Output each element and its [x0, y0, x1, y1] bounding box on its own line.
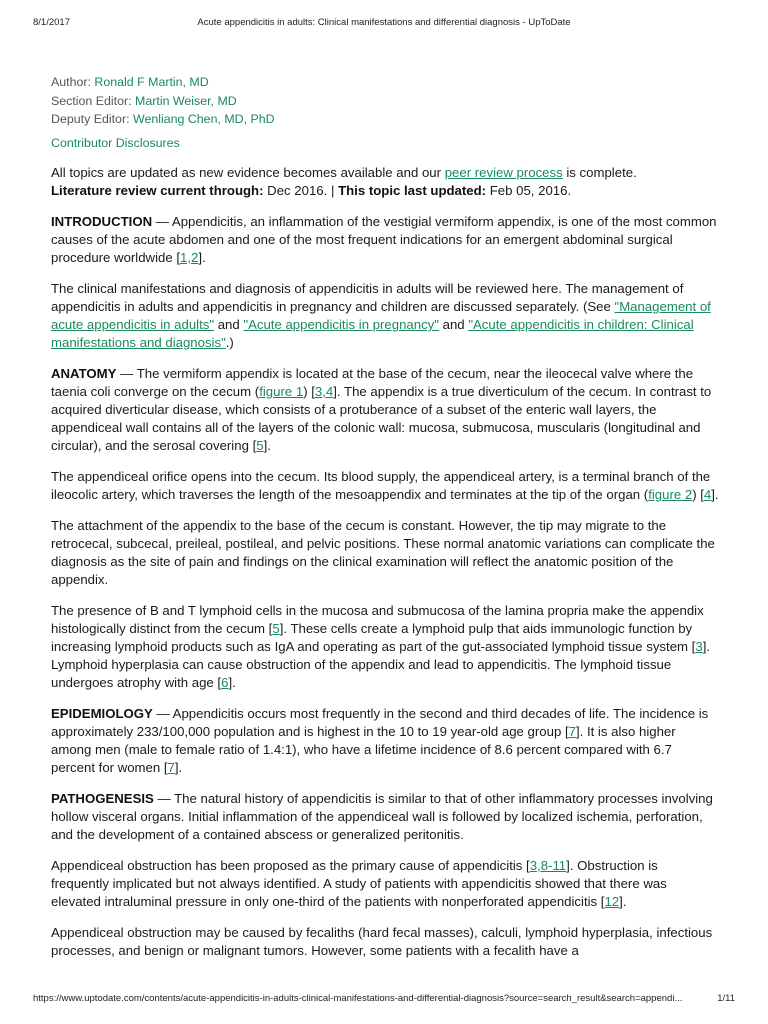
article-body	[51, 164, 719, 973]
paragraph-text: ]. It is also higher among men (male to female ratio of 1.4:1), who have a lifetime incidence of 8.6 percent compared with 6.7 percent for women [	[51, 724, 676, 775]
page-number: 1/11	[717, 993, 735, 1004]
reference-link[interactable]: 3,4	[314, 384, 334, 399]
anatomy-paragraph	[51, 365, 719, 455]
scope-paragraph	[51, 280, 719, 352]
section-editor-label: Section Editor:	[51, 93, 132, 108]
literature-review-value: Dec 2016. |	[263, 183, 339, 198]
reference-link[interactable]: 12	[604, 894, 620, 909]
paragraph-text: ]. Obstruction is frequently implicated but not always identified. A study of patients with appendicitis showed that there was elevated intraluminal pressure in only one-third of the patients with nonperforated appendicitis [	[51, 858, 667, 909]
literature-review-label: Literature review current through:	[51, 183, 264, 198]
paragraph-text: ]. The appendix is a true diverticulum of the cecum. In contrast to acquired diverticular disease, which consists of a protuberance of a subset of the enteric wall layers, the appendiceal wall contains all of the layers of the colonic wall: mucosa, submucosa, muscularis (longitudinal and circular), and the serosal covering [	[51, 384, 712, 453]
reference-link[interactable]: 3	[695, 639, 703, 654]
paragraph-text: ]. These cells create a lymphoid pulp that aids immunologic function by increasing lymphoid products such as IgA and operating as part of the gut-associated lymphoid tissue system [	[51, 621, 696, 654]
topic-link[interactable]: "Management of acute appendicitis in adults"	[51, 299, 711, 332]
section-heading: INTRODUCTION	[51, 214, 153, 229]
obstruction-paragraph	[51, 857, 719, 911]
attachment-paragraph: The attachment of the appendix to the base of the cecum is constant. However, the tip may migrate to the retrocecal, subcecal, preileal, postileal, and pelvic positions. These normal anatomic variations can complicate the diagnosis as the site of pain and findings on the clinical examination will reflect the anatomic position of the appendix.	[51, 518, 715, 587]
peer-review-link[interactable]: peer review process	[444, 165, 563, 180]
reference-link[interactable]: 3,8-11	[529, 858, 567, 873]
reference-link[interactable]: 4	[703, 487, 712, 502]
paragraph-text: ) [	[692, 487, 704, 502]
paragraph-text: ]. Lymphoid hyperplasia can cause obstruction of the appendix and lead to appendicitis. The lymphoid tissue undergoes atrophy with age [	[51, 639, 711, 690]
paragraph-text: The appendiceal orifice opens into the cecum. Its blood supply, the appendiceal artery, is a terminal branch of the ileocolic artery, which traverses the length of the mesoappendix and terminates at the tip of the organ (	[51, 469, 711, 502]
print-date: 8/1/2017	[33, 17, 70, 28]
paragraph-text: Appendiceal obstruction has been proposed as the primary cause of appendicitis [	[51, 858, 530, 873]
topic-link[interactable]: "Acute appendicitis in children: Clinical manifestations and diagnosis"	[51, 317, 694, 350]
paragraph-text: ].	[228, 675, 236, 690]
paragraph-text: ].	[711, 487, 719, 502]
paragraph-text: — The natural history of appendicitis is similar to that of other inflammatory processes involving hollow visceral organs. Initial inflammation of the appendiceal wall is followed by localized ischemia, perforation, and the development of a contained abscess or generalized peritonitis.	[51, 791, 713, 842]
paragraph-text: and	[214, 317, 244, 332]
paragraph-text: .)	[225, 335, 234, 350]
reference-link[interactable]: 7	[568, 724, 576, 739]
deputy-editor-link[interactable]: Wenliang Chen, MD, PhD	[132, 112, 275, 126]
deputy-editor-label: Deputy Editor:	[51, 112, 130, 126]
paragraph-text: — The vermiform appendix is located at the base of the cecum, near the ileocecal valve where the taenia coli converge on the cecum (	[51, 366, 694, 399]
pathogenesis-paragraph	[51, 790, 719, 844]
print-title: Acute appendicitis in adults: Clinical manifestations and differential diagnosis - UpToDate	[197, 17, 571, 28]
reference-link[interactable]: 6	[221, 675, 229, 690]
paragraph-text: ) [	[303, 384, 315, 399]
paragraph-text: The presence of B and T lymphoid cells in the mucosa and submucosa of the lamina propria make the appendix histologically distinct from the cecum [	[51, 603, 704, 636]
contributor-disclosures-link[interactable]: Contributor Disclosures	[51, 135, 180, 150]
notice-text-end: is complete.	[562, 165, 637, 180]
section-editor-link[interactable]: Martin Weiser, MD	[135, 93, 237, 108]
deputy-editor-row	[51, 110, 275, 129]
paragraph-text: The clinical manifestations and diagnosis of appendicitis in adults will be reviewed here. The management of appendicitis in adults and appendicitis in pregnancy and children are discussed separately. (See	[51, 281, 684, 314]
introduction-paragraph	[51, 213, 719, 267]
section-heading: EPIDEMIOLOGY	[51, 706, 153, 721]
author-label: Author:	[51, 75, 91, 89]
reference-link[interactable]: 5	[256, 438, 264, 453]
author-row	[51, 73, 275, 92]
author-link[interactable]: Ronald F Martin, MD	[94, 75, 209, 89]
print-footer	[33, 993, 735, 1004]
page-url: https://www.uptodate.com/contents/acute-appendicitis-in-adults-clinical-manifestations-and-differential-diagnosis?source=search_result&search=appendi...	[33, 993, 683, 1004]
paragraph-text: — Appendicitis, an inflammation of the vestigial vermiform appendix, is one of the most common causes of the acute abdomen and one of the most frequent indications for an emergent abdominal surgical procedure worldwide [	[51, 214, 717, 265]
reference-link[interactable]: 1,2	[180, 250, 199, 265]
print-header	[33, 17, 735, 28]
last-updated-value: Feb 05, 2016.	[486, 183, 572, 198]
figure-link[interactable]: figure 2	[648, 487, 693, 502]
notice-text: All topics are updated as new evidence becomes available and our	[51, 165, 445, 180]
reference-link[interactable]: 7	[167, 760, 175, 775]
paragraph-text: ].	[619, 894, 627, 909]
orifice-paragraph	[51, 468, 719, 504]
section-heading: ANATOMY	[51, 366, 117, 381]
figure-link[interactable]: figure 1	[259, 384, 304, 399]
paragraph-text: — Appendicitis occurs most frequently in the second and third decades of life. The incidence is approximately 233/100,000 population and is highest in the 10 to 19 year-old age group [	[51, 706, 709, 739]
epidemiology-paragraph	[51, 705, 719, 777]
paragraph-text: and	[438, 317, 469, 332]
section-heading: PATHOGENESIS	[51, 791, 154, 806]
paragraph-text: ].	[174, 760, 183, 775]
last-updated-label: This topic last updated:	[338, 183, 487, 198]
article-meta	[51, 73, 275, 152]
causes-paragraph: Appendiceal obstruction may be caused by fecaliths (hard fecal masses), calculi, lymphoid hyperplasia, infectious processes, and benign or malignant tumors. However, some patients with a fecalith have a	[51, 925, 713, 958]
paragraph-text: ].	[263, 438, 271, 453]
section-editor-row	[51, 92, 275, 111]
update-notice	[51, 164, 719, 200]
lymphoid-paragraph	[51, 602, 719, 692]
topic-link[interactable]: "Acute appendicitis in pregnancy"	[243, 317, 439, 332]
paragraph-text: ].	[198, 250, 206, 265]
reference-link[interactable]: 5	[272, 621, 280, 636]
